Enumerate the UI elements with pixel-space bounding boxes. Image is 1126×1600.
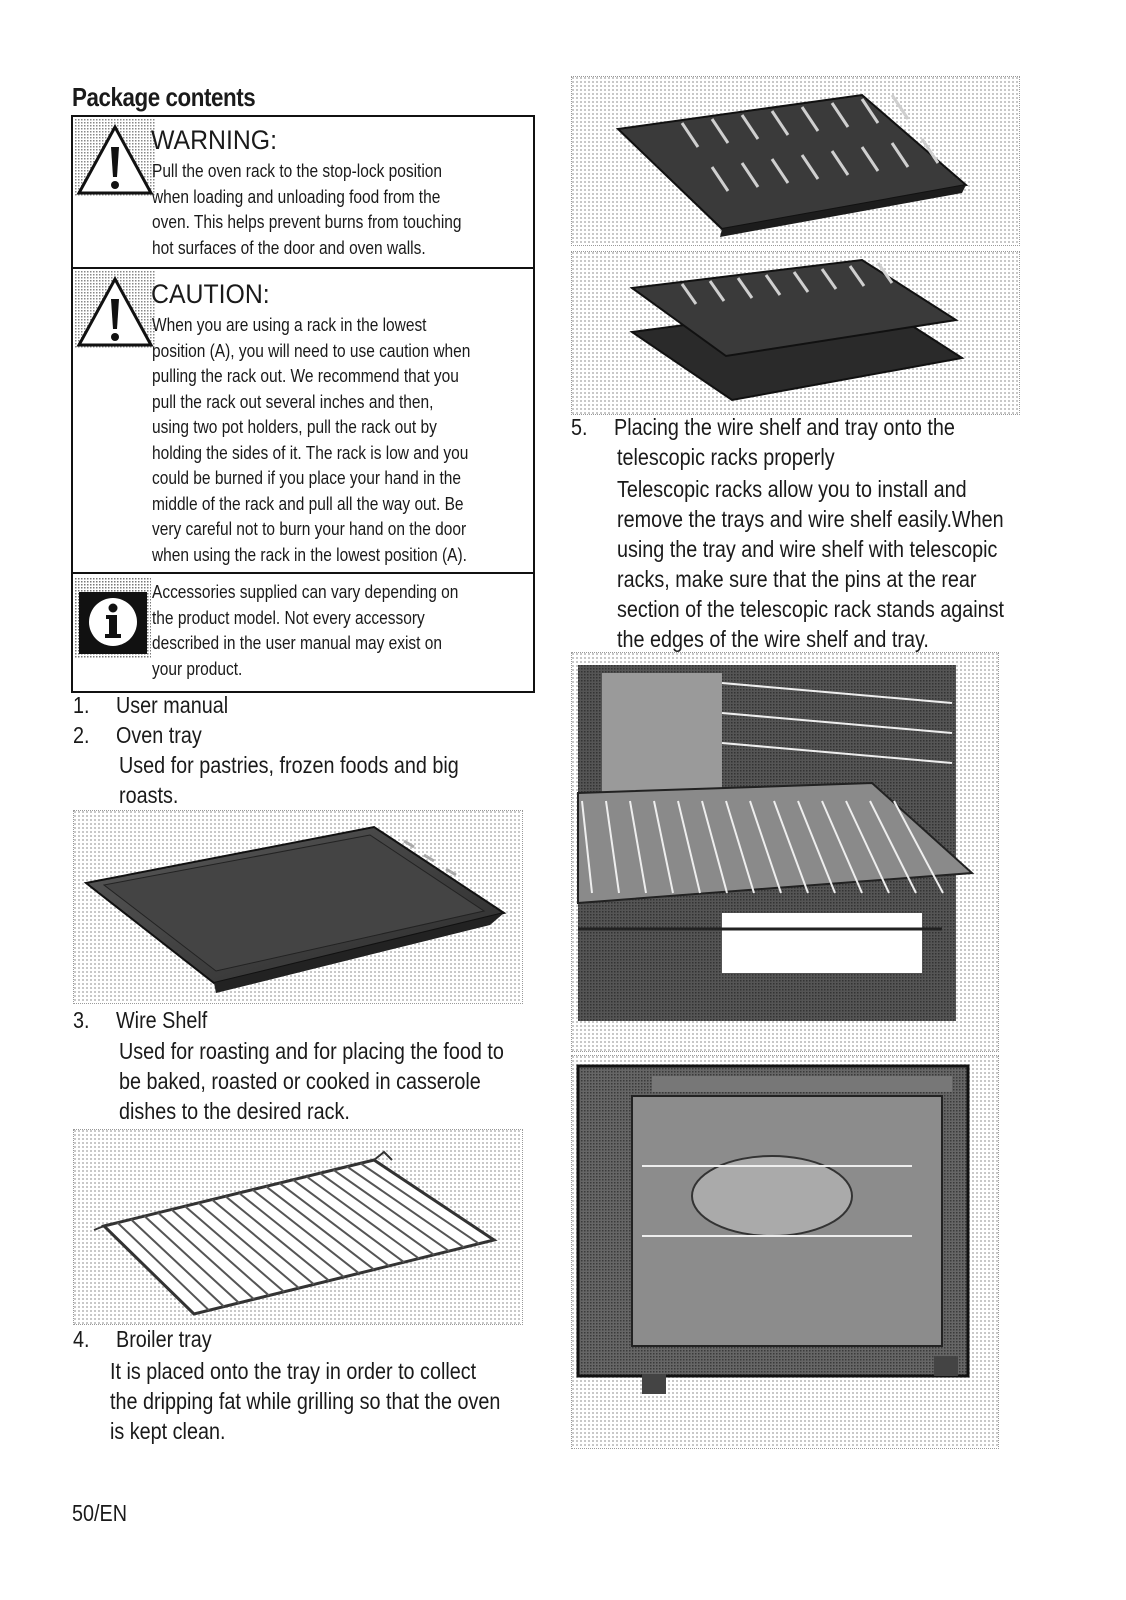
info-icon: [75, 578, 151, 658]
list-item-wire-shelf: 3. Wire Shelf: [73, 1007, 208, 1033]
caution-heading: CAUTION:: [151, 279, 270, 309]
oven-tray-image: [73, 810, 523, 1004]
warning-box: [71, 115, 535, 270]
wire-shelf-image: [73, 1129, 523, 1325]
wire-shelf-description: Used for roasting and for placing the food to be baked, roasted or cooked in casserole dishes to the desired rack.: [119, 1038, 504, 1124]
warning-triangle-icon: [75, 119, 155, 199]
telescopic-rack-closeup-image: [571, 652, 999, 1052]
oven-tray-description: Used for pastries, frozen foods and big roasts.: [119, 752, 459, 808]
oven-front-image: [571, 1055, 999, 1449]
caution-box: [71, 267, 535, 575]
warning-heading: WARNING:: [151, 125, 278, 155]
caution-text: When you are using a rack in the lowest position (A), you will need to use caution when pulling the rack out. We recommend that you pull the rack out several inches and then, using two pot holders, pull the rack out by holding the sides of it. The rack is low and you could be burned if you place your hand in the middle of the rack and pull all the way out. Be very careful not to burn your hand on the door when using the rack in the lowest position (A).: [152, 315, 471, 565]
list-item-user-manual: 1. User manual: [73, 692, 229, 718]
warning-text: Pull the oven rack to the stop-lock position when loading and unloading food from the oven. This helps prevent burns from touching hot surfaces of the door and oven walls.: [152, 161, 462, 258]
list-item-oven-tray: 2. Oven tray: [73, 722, 202, 748]
info-box: [71, 572, 535, 693]
telescopic-racks-description: Telescopic racks allow you to install and remove the trays and wire shelf easily.When using the tray and wire shelf with telescopic racks, make sure that the pins at the rear section of the telescopic rack stands against the edges of the wire shelf and tray.: [617, 476, 1005, 652]
page-title: Package contents: [72, 82, 256, 112]
page-number: 50/EN: [72, 1500, 127, 1526]
caution-triangle-icon: [75, 271, 155, 351]
broiler-tray-description: It is placed onto the tray in order to collect the dripping fat while grilling so that the oven is kept clean.: [110, 1358, 501, 1444]
telescopic-racks-heading-line-2: telescopic racks properly: [617, 444, 835, 470]
broiler-tray-image: [571, 76, 1020, 246]
broiler-on-tray-image: [571, 251, 1020, 415]
info-text: Accessories supplied can vary depending on the product model. Not every accessory described in the user manual may exist on your product.: [152, 582, 459, 679]
list-item-broiler-tray: 4. Broiler tray: [73, 1326, 212, 1352]
list-item-telescopic-racks: 5. Placing the wire shelf and tray onto the: [571, 414, 955, 440]
